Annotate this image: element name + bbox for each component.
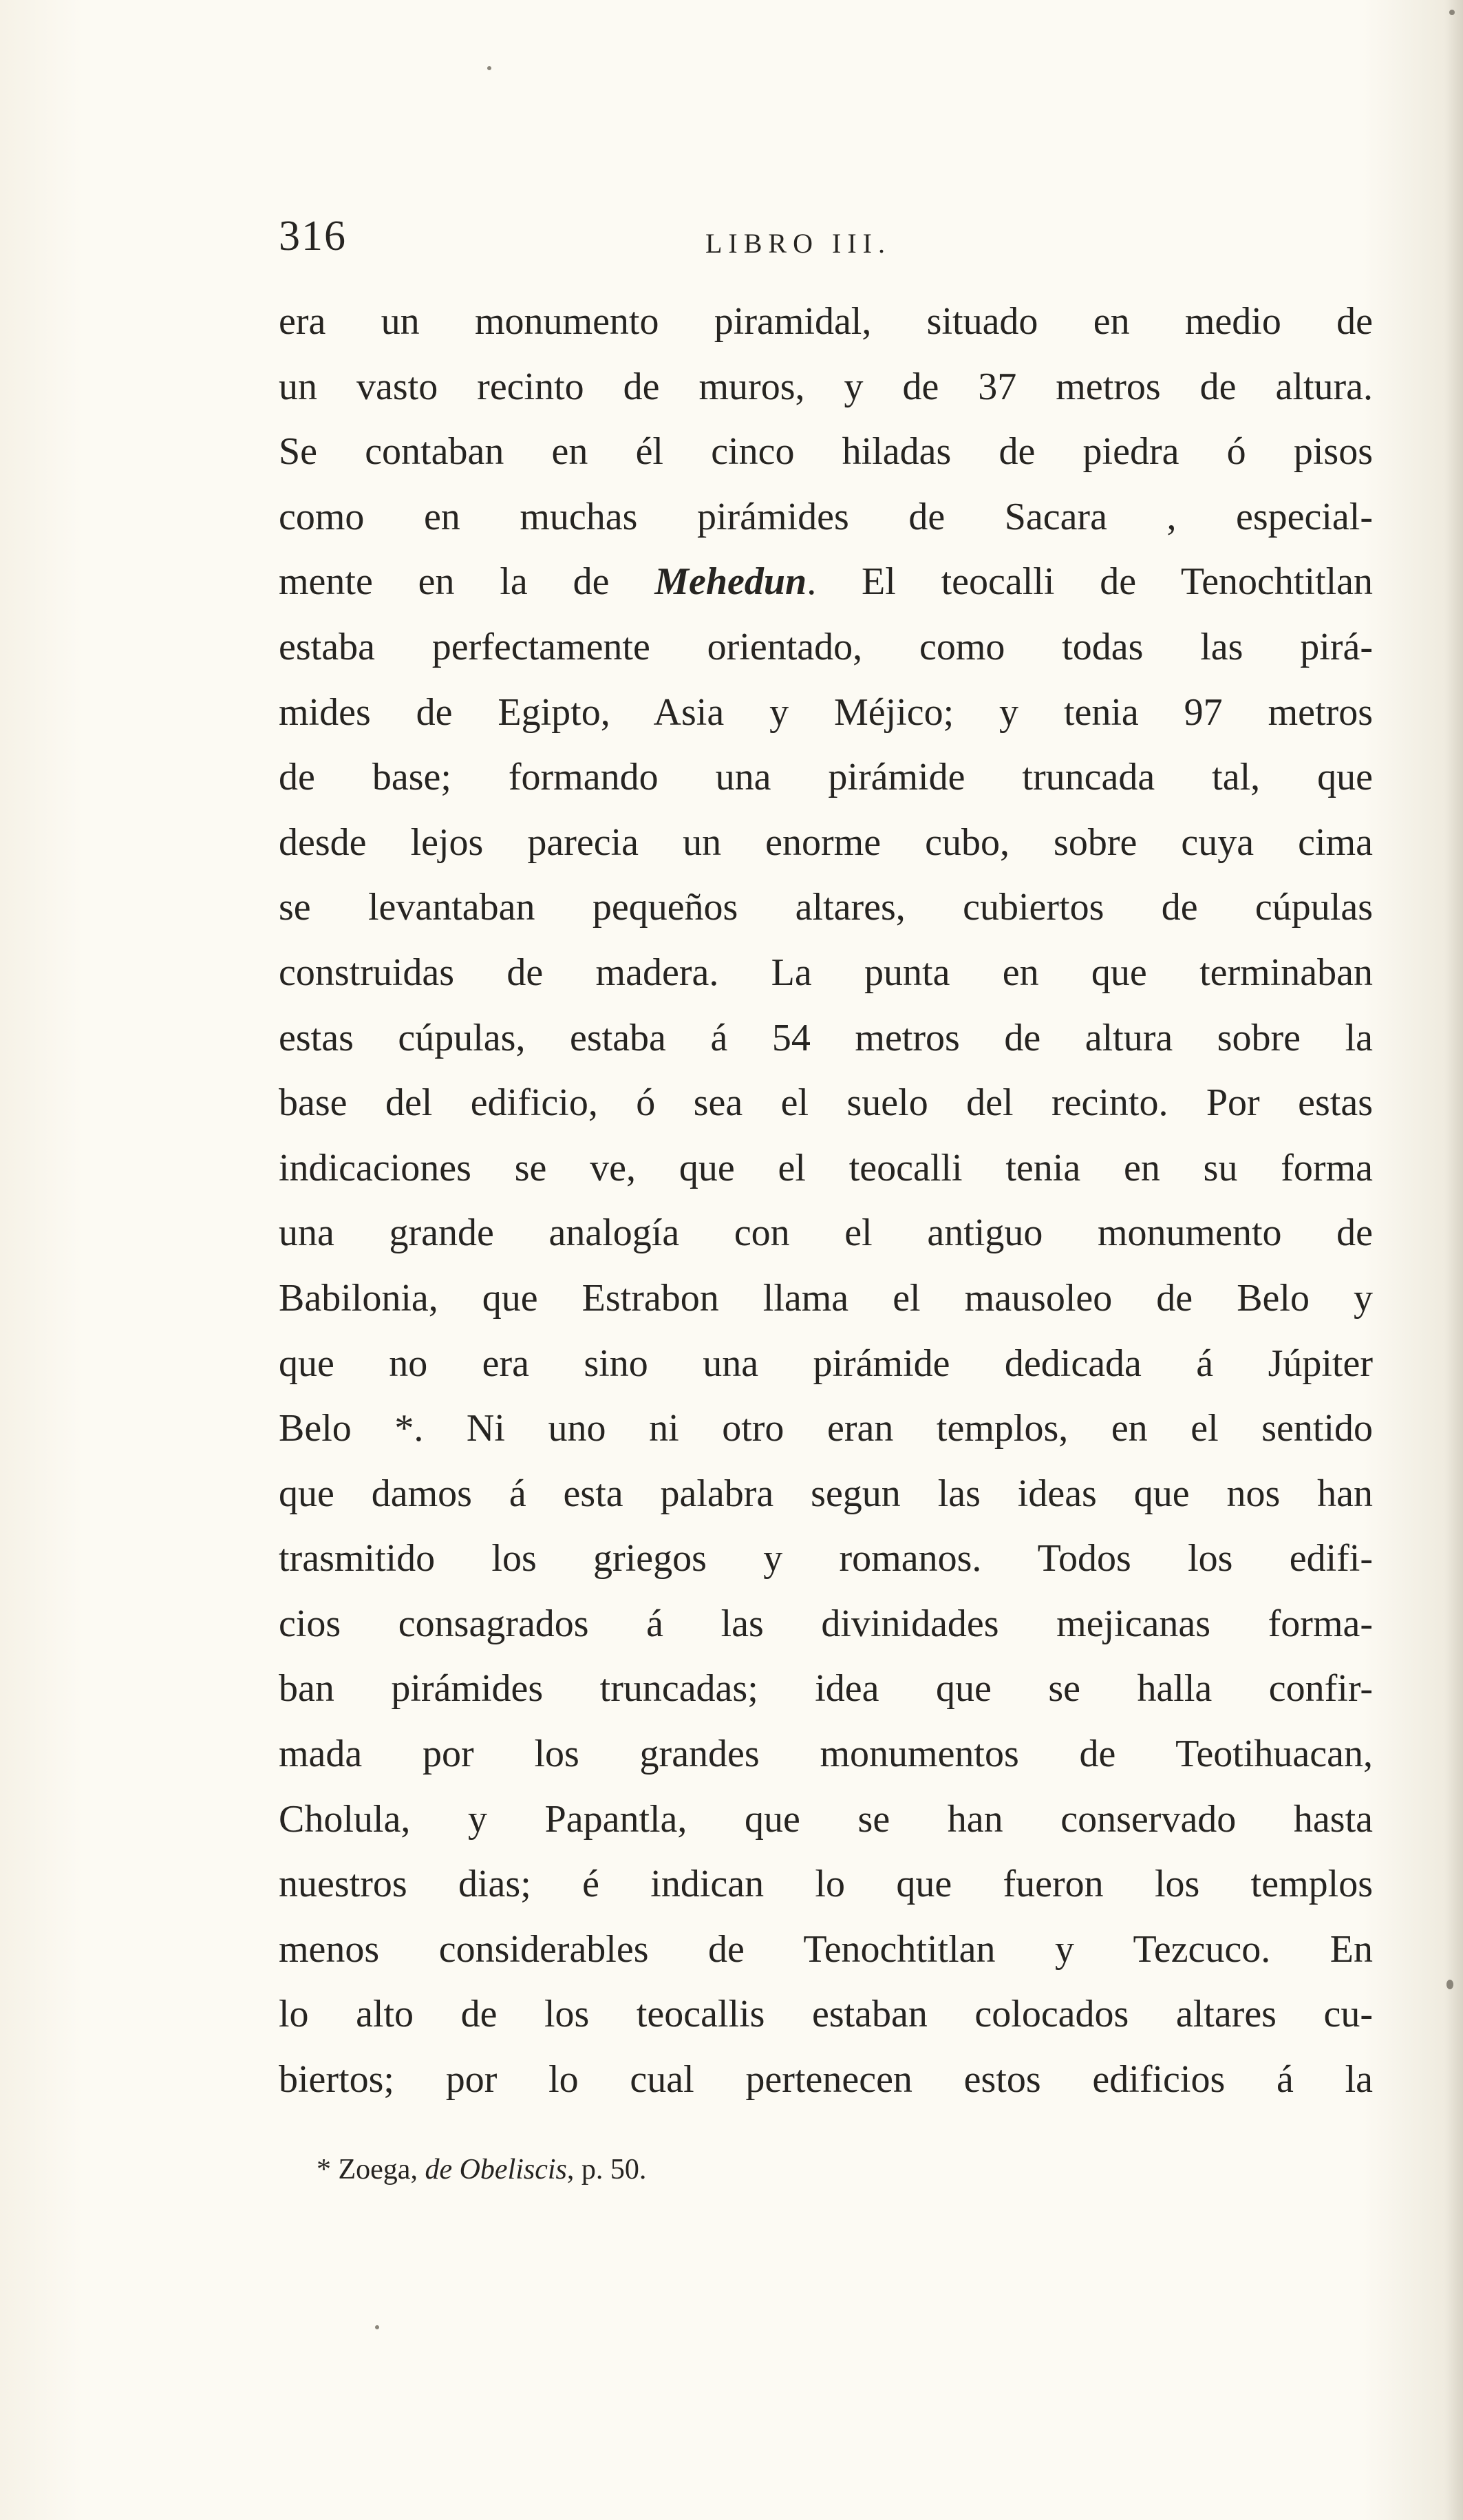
text-line: construidas de madera. La punta en que terminaban (279, 951, 1373, 994)
text-line: nuestros dias; é indican lo que fueron los templos (279, 1863, 1373, 1906)
text-line: Cholula, y Papantla, que se han conservado hasta (279, 1797, 1373, 1841)
body-text (279, 289, 1373, 2113)
text-line: estas cúpulas, estaba á 54 metros de altura sobre la (279, 1016, 1373, 1059)
paper-speck (487, 66, 491, 70)
text-segment: mente en la de (279, 560, 655, 604)
text-line: de base; formando una pirámide truncada tal, que (279, 756, 1373, 799)
text-line: era un monumento piramidal, situado en medio de (279, 300, 1373, 343)
paper-speck (1449, 10, 1455, 15)
text-line: ban pirámides truncadas; idea que se halla confir- (279, 1667, 1373, 1711)
text-line: una grande analogía con el antiguo monumento de (279, 1211, 1373, 1255)
text-line: Babilonia, que Estrabon llama el mausoleo de Belo y (279, 1276, 1373, 1320)
footnote-marker: * (317, 2154, 339, 2185)
text-line (279, 549, 1373, 615)
text-line: base del edificio, ó sea el suelo del recinto. Por estas (279, 1081, 1373, 1125)
text-line: Se contaban en él cinco hiladas de piedra ó pisos (279, 430, 1373, 474)
footnote (317, 2153, 646, 2186)
text-line: mada por los grandes monumentos de Teotihuacan, (279, 1733, 1373, 1776)
section-title: LIBRO III. (705, 228, 891, 259)
text-line: menos considerables de Tenochtitlan y Tezcuco. En (279, 1927, 1373, 1971)
text-line: se levantaban pequeños altares, cubiertos de cúpulas (279, 886, 1373, 929)
text-line: un vasto recinto de muros, y de 37 metros de altura. (279, 365, 1373, 408)
paper-speck (375, 2325, 379, 2329)
text-line: estaba perfectamente orientado, como todas las pirá- (279, 625, 1373, 668)
footnote-title: de Obeliscis (425, 2154, 567, 2185)
text-line: Belo *. Ni uno ni otro eran templos, en el sentido (279, 1407, 1373, 1450)
footnote-author: Zoega (338, 2154, 411, 2185)
text-line: cios consagrados á las divinidades mejicanas forma- (279, 1602, 1373, 1645)
italic-place-name: Mehedun (654, 560, 807, 604)
running-head (279, 212, 1373, 267)
paper-speck (1446, 1980, 1453, 1989)
footnote-comma: , (410, 2154, 425, 2185)
text-line: biertos; por lo cual pertenecen estos edificios á la (279, 2058, 1373, 2101)
text-line: desde lejos parecia un enorme cubo, sobre cuya cima (279, 820, 1373, 864)
text-line: que no era sino una pirámide dedicada á Júpiter (279, 1342, 1373, 1385)
footnote-rest: , p. 50. (566, 2154, 647, 2185)
text-line: que damos á esta palabra segun las ideas que nos han (279, 1472, 1373, 1515)
page-number: 316 (279, 213, 347, 260)
text-line: como en muchas pirámides de Sacara , especial- (279, 495, 1373, 538)
text-line: indicaciones se ve, que el teocalli tenia en su forma (279, 1146, 1373, 1189)
text-line: trasmitido los griegos y romanos. Todos los edifi- (279, 1537, 1373, 1580)
text-segment: . El teocalli de Tenochtitlan (807, 560, 1373, 604)
text-line: lo alto de los teocallis estaban colocados altares cu- (279, 1993, 1373, 2036)
text-line: mides de Egipto, Asia y Méjico; y tenia 97 metros (279, 690, 1373, 734)
